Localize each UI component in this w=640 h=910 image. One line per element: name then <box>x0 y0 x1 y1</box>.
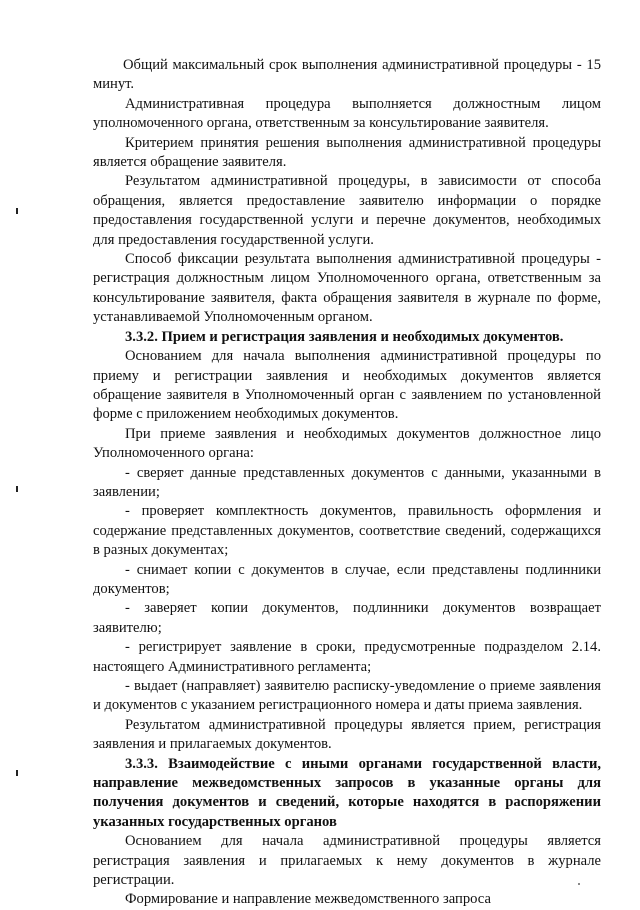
binding-mark <box>16 486 18 492</box>
paragraph-max-time: Общий максимальный срок выполнения административной процедуры - 15 минут. <box>93 57 601 93</box>
paragraph-procedure-result: Результатом административной процедуры, в зависимости от способа обращения, является предоставление заявителю информации о порядке предоставления государственной услуги и перечне документов, необходимых для предоставления государственной услуги. <box>93 173 601 248</box>
list-item-certify-copies: - заверяет копии документов, подлинники документов возвращает заявителю; <box>93 600 601 636</box>
paragraph-decision-criterion: Критерием принятия решения выполнения административной процедуры является обращение заявителя. <box>93 134 601 171</box>
paragraph-request-formation: Формирование и направление межведомственного запроса <box>125 891 491 908</box>
document-page <box>93 56 601 910</box>
paragraph-reception-intro: При приеме заявления и необходимых документов должностное лицо Уполномоченного органа: <box>93 425 601 462</box>
paragraph-reception-result: Результатом административной процедуры является прием, регистрация заявления и прилагаемых документов. <box>93 716 601 753</box>
section-heading-3-3-2: 3.3.2. Прием и регистрация заявления и необходимых документов. <box>125 328 564 345</box>
list-item-issue-receipt: - выдает (направляет) заявителю расписку-уведомление о приеме заявления и документов с указанием регистрационного номера и даты приема заявления. <box>93 678 601 714</box>
list-item-make-copies: - снимает копии с документов в случае, если представлены подлинники документов; <box>93 561 601 597</box>
paragraph-grounds-interaction: Основанием для начала административной процедуры является регистрация заявления и прилагаемых к нему документов в журнале регистрации. <box>93 833 601 889</box>
paragraph-responsible-official: Административная процедура выполняется должностным лицом уполномоченного органа, ответственным за консультирование заявителя. <box>93 95 601 132</box>
list-item-check-completeness: - проверяет комплектность документов, правильность оформления и содержание представленных документов, соответствие сведений, содержащихся в разных документах; <box>93 503 601 559</box>
paragraph-grounds-reception: Основанием для начала выполнения административной процедуры по приему и регистрации заявления и необходимых документов является обращение заявителя в Уполномоченный орган с заявлением по установленной форме с приложением необходимых документов. <box>93 348 601 423</box>
section-heading-3-3-3: 3.3.3. Взаимодействие с иными органами государственной власти, направление межведомственных запросов в указанные органы для получения документов и сведений, которые находятся в распоряжении указанных государственных органов <box>93 755 601 830</box>
binding-mark <box>16 770 18 776</box>
list-item-register-application: - регистрирует заявление в сроки, предусмотренные подразделом 2.14. настоящего Административного регламента; <box>93 639 601 675</box>
paragraph-result-recording: Способ фиксации результата выполнения административной процедуры - регистрация должностным лицом Уполномоченного органа, ответственным за консультирование заявителя, факта обращения заявителя в журнале по форме, устанавливаемой Уполномоченным органом. <box>93 251 601 326</box>
binding-mark <box>16 208 18 214</box>
list-item-verify-data: - сверяет данные представленных документов с данными, указанными в заявлении; <box>93 464 601 500</box>
scan-speck <box>578 883 580 885</box>
